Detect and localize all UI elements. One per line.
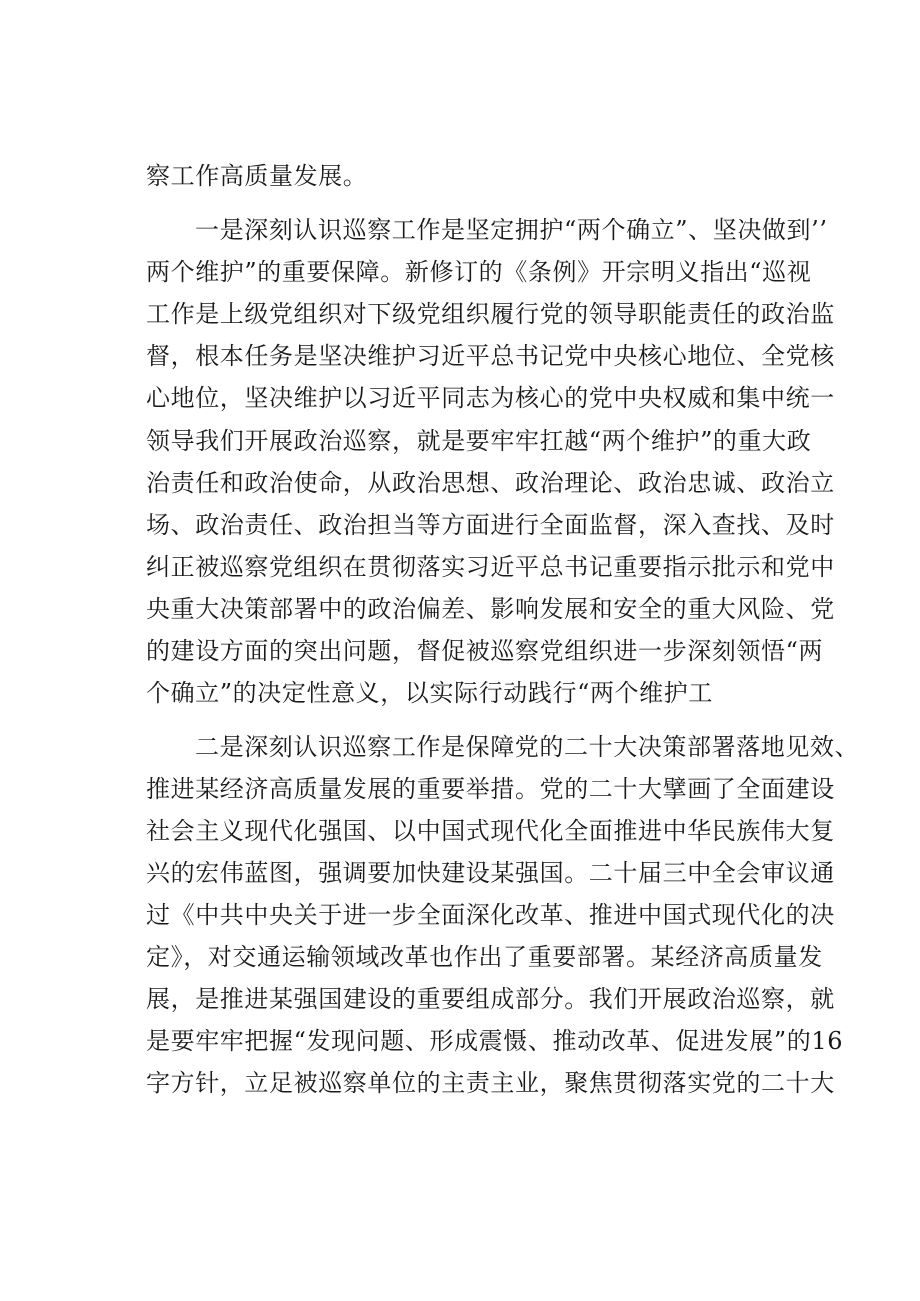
text-line: 治责任和政治使命，从政治思想、政治理论、政治忠诚、政治立 xyxy=(146,469,835,497)
text-line: 察工作高质量发展。 xyxy=(146,162,368,190)
text-line: 推进某经济高质量发展的重要举措。党的二十大擘画了全面建设 xyxy=(146,775,835,803)
text-line: 场、政治责任、政治担当等方面进行全面监督，深入查找、及时 xyxy=(146,511,835,539)
text-line: 工作是上级党组织对下级党组织履行党的领导职能责任的政治监 xyxy=(146,300,835,328)
text-line: 社会主义现代化强国、以中国式现代化全面推进中华民族伟大复 xyxy=(146,817,835,845)
text-line: 过《中共中央关于进一步全面深化改革、推进中国式现代化的决 xyxy=(146,901,835,929)
paragraph-1-first-line: 一是深刻认识巡察工作是坚定拥护“两个确立”、坚决做到’’ xyxy=(195,216,828,244)
text-line: 个确立”的决定性意义，以实际行动践行“两个维护工 xyxy=(146,679,713,707)
text-line: 两个维护”的重要保障。新修订的《条例》开宗明义指出“巡视 xyxy=(146,258,812,286)
text-line: 纠正被巡察党组织在贯彻落实习近平总书记重要指示批示和党中 xyxy=(146,553,835,581)
text-line: 展，是推进某强国建设的重要组成部分。我们开展政治巡察，就 xyxy=(146,985,835,1013)
text-line: 心地位，坚决维护以习近平同志为核心的党中央权威和集中统一 xyxy=(146,384,835,412)
text-line: 督，根本任务是坚决维护习近平总书记党中央核心地位、全党核 xyxy=(146,342,835,370)
text-line: 字方针，立足被巡察单位的主责主业，聚焦贯彻落实党的二十大 xyxy=(146,1069,835,1097)
text-line: 兴的宏伟蓝图，强调要加快建设某强国。二十届三中全会审议通 xyxy=(146,859,835,887)
text-line: 是要牢牢把握“发现问题、形成震慑、推动改革、促进发展”的16 xyxy=(146,1027,844,1055)
paragraph-2-first-line: 二是深刻认识巡察工作是保障党的二十大决策部署落地见效、 xyxy=(195,733,860,761)
text-line: 定》，对交通运输领域改革也作出了重要部署。某经济高质量发 xyxy=(146,943,823,971)
text-line: 央重大决策部署中的政治偏差、影响发展和安全的重大风险、党 xyxy=(146,595,835,623)
text-line: 领导我们开展政治巡察，就是要牢牢扛越“两个维护”的重大政 xyxy=(146,427,812,455)
text-line: 的建设方面的突出问题，督促被巡察党组织进一步深刻领悟“两 xyxy=(146,637,824,665)
